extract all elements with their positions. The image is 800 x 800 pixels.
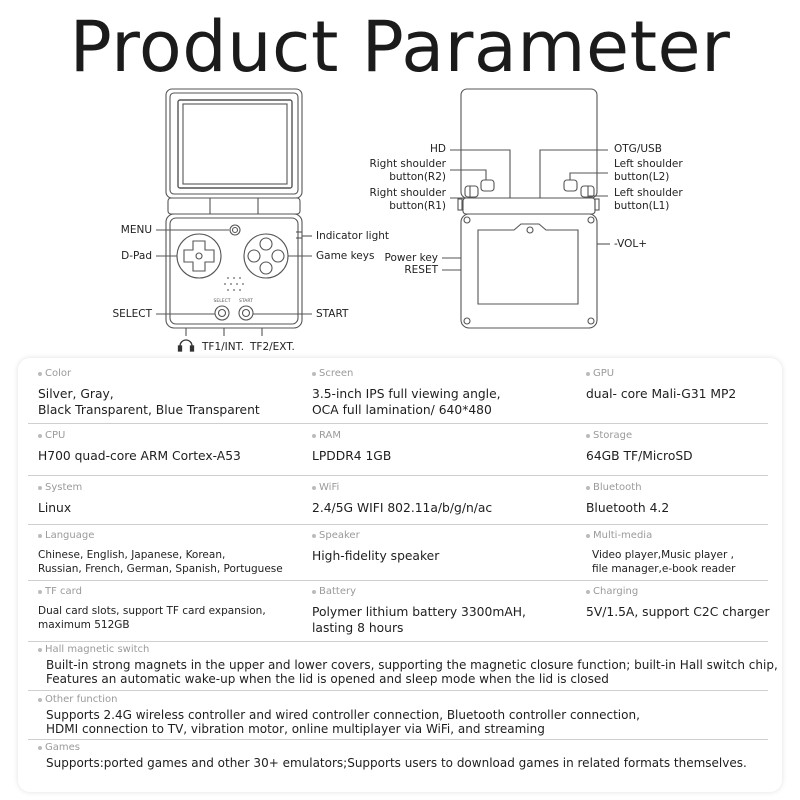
spec-label: Multi-media xyxy=(593,530,653,541)
spec-value: Supports 2.4G wireless controller and wired controller connection, Bluetooth controller connection, HDMI connection to TV, vibration motor, online multiplayer via WiFi, and streaming xyxy=(46,708,640,736)
spec-language xyxy=(38,530,308,576)
spec-value: 2.4/5G WIFI 802.11a/b/g/n/ac xyxy=(312,501,493,515)
spec-value: Linux xyxy=(38,501,72,515)
divider xyxy=(28,580,768,581)
otg-usb-label: OTG/USB xyxy=(614,143,662,155)
spec-label: System xyxy=(45,482,83,493)
spec-games xyxy=(38,742,778,770)
spec-wifi xyxy=(312,482,582,516)
spec-bluetooth xyxy=(586,482,776,516)
tf2-label: TF2/EXT. xyxy=(250,341,295,353)
r1-label: Right shoulder button(R1) xyxy=(369,187,446,212)
spec-hall-switch xyxy=(38,644,778,686)
spec-label: Games xyxy=(45,742,80,753)
vol-label: -VOL+ xyxy=(614,238,648,250)
l2-label: Left shoulder button(L2) xyxy=(614,158,683,183)
select-small-label: SELECT xyxy=(213,299,231,304)
hinge xyxy=(168,198,300,214)
spec-other-function xyxy=(38,694,778,736)
spec-label: GPU xyxy=(593,368,615,379)
start-button xyxy=(239,306,253,320)
divider xyxy=(28,641,768,642)
spec-label: Hall magnetic switch xyxy=(45,644,150,655)
divider xyxy=(28,475,768,476)
front-lid xyxy=(166,89,302,198)
spec-storage xyxy=(586,430,776,464)
divider xyxy=(28,690,768,691)
game-keys-ring xyxy=(244,234,288,278)
spec-label: Language xyxy=(45,530,95,541)
spec-value: Silver, Gray, Black Transparent, Blue Transparent xyxy=(38,387,260,417)
divider xyxy=(28,423,768,424)
spec-label: Charging xyxy=(593,586,639,597)
spec-charging xyxy=(586,586,776,620)
select-label: SELECT xyxy=(112,308,152,320)
front-screen xyxy=(178,100,292,188)
hd-label: HD xyxy=(430,143,446,155)
spec-value: High-fidelity speaker xyxy=(312,549,440,563)
divider xyxy=(28,524,768,525)
spec-value: Polymer lithium battery 3300mAH, lasting 8 hours xyxy=(312,605,526,635)
start-label: START xyxy=(316,308,349,320)
spec-value: 5V/1.5A, support C2C charger xyxy=(586,605,770,619)
spec-system xyxy=(38,482,298,516)
spec-battery xyxy=(312,586,582,636)
spec-value: dual- core Mali-G31 MP2 xyxy=(586,387,737,401)
l2-button xyxy=(564,180,577,191)
dpad-label: D-Pad xyxy=(121,250,152,262)
game-keys-label: Game keys xyxy=(316,250,375,262)
spec-label: Color xyxy=(45,368,72,379)
spec-cpu xyxy=(38,430,298,464)
spec-value: Video player,Music player , file manager,e-book reader xyxy=(592,549,736,575)
spec-value: Chinese, English, Japanese, Korean, Russian, French, German, Spanish, Portuguese xyxy=(38,549,283,575)
spec-value: 3.5-inch IPS full viewing angle, OCA full lamination/ 640*480 xyxy=(312,387,501,417)
spec-gpu xyxy=(586,368,776,402)
spec-value: Built-in strong magnets in the upper and lower covers, supporting the magnetic closure function; built-in Hall switch chip, Features an automatic wake-up when the lid is opened and sleep mode when the lid is closed xyxy=(46,658,778,686)
spec-screen xyxy=(312,368,582,418)
spec-label: Speaker xyxy=(319,530,360,541)
power-key-label: Power key xyxy=(384,252,438,264)
spec-label: WiFi xyxy=(319,482,340,493)
spec-label: RAM xyxy=(319,430,342,441)
start-small-label: START xyxy=(239,299,253,304)
spec-value: 64GB TF/MicroSD xyxy=(586,449,693,463)
back-battery-cover xyxy=(478,224,578,304)
r2-label: Right shoulder button(R2) xyxy=(369,158,446,183)
spec-value: Bluetooth 4.2 xyxy=(586,501,670,515)
r2-button xyxy=(481,180,494,191)
spec-color xyxy=(38,368,298,418)
spec-label: Screen xyxy=(319,368,354,379)
spec-label: Bluetooth xyxy=(593,482,642,493)
spec-label: Battery xyxy=(319,586,357,597)
back-body xyxy=(461,214,597,328)
l1-label: Left shoulder button(L1) xyxy=(614,187,683,212)
menu-button xyxy=(230,225,240,235)
spec-tf-card xyxy=(38,586,308,632)
select-button xyxy=(215,306,229,320)
spec-label: TF card xyxy=(45,586,82,597)
indicator-light-label: Indicator light xyxy=(316,230,390,242)
headphone-icon xyxy=(179,340,194,351)
spec-value: Dual card slots, support TF card expansion, maximum 512GB xyxy=(38,605,266,631)
spec-label: Other function xyxy=(45,694,118,705)
r1-button xyxy=(465,186,478,197)
spec-label: CPU xyxy=(45,430,66,441)
spec-label: Storage xyxy=(593,430,633,441)
spec-value: Supports:ported games and other 30+ emulators;Supports users to download games in related formats themselves. xyxy=(46,756,747,770)
tf1-label: TF1/INT. xyxy=(202,341,245,353)
divider xyxy=(28,739,768,740)
spec-value: LPDDR4 1GB xyxy=(312,449,392,463)
spec-value: H700 quad-core ARM Cortex-A53 xyxy=(38,449,241,463)
reset-label: RESET xyxy=(404,264,438,276)
menu-label: MENU xyxy=(120,224,152,236)
spec-speaker xyxy=(312,530,582,564)
dpad xyxy=(184,241,214,271)
spec-ram xyxy=(312,430,582,464)
page-title: Product Parameter xyxy=(69,6,731,88)
spec-multimedia xyxy=(586,530,776,576)
